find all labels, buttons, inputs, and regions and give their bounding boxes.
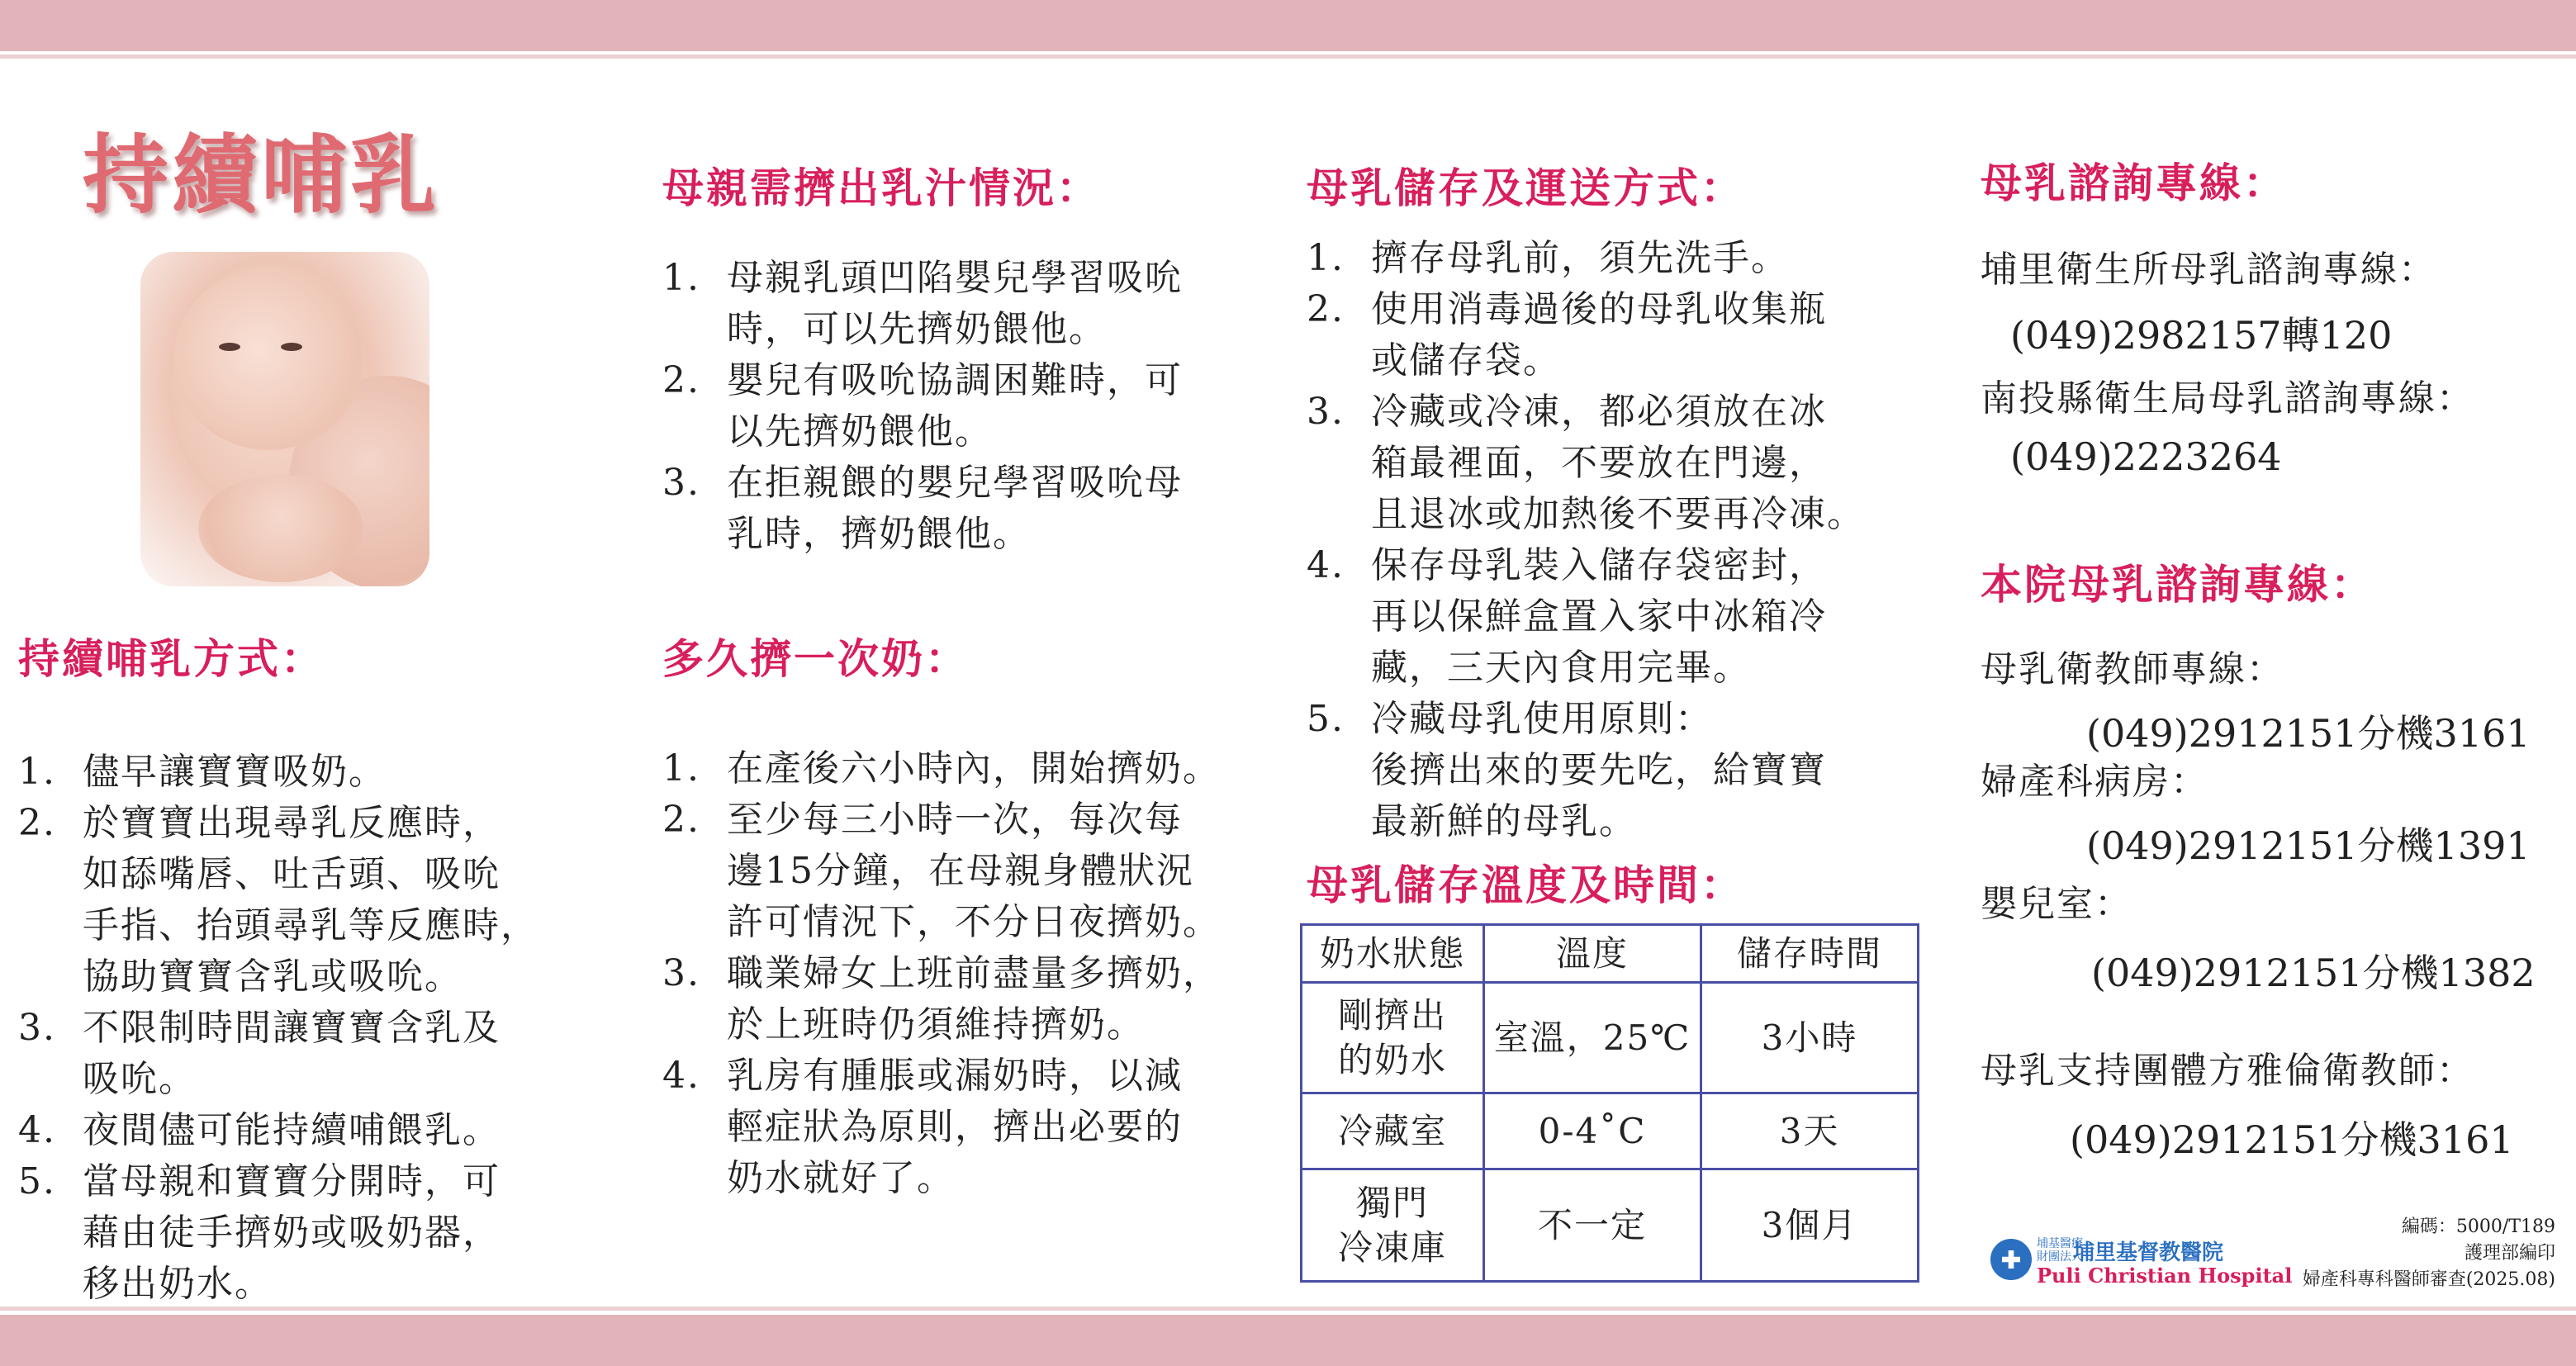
doc-code: 編碼：5000/T189 xyxy=(2401,1217,2555,1237)
list-item xyxy=(1307,284,1934,387)
list-item xyxy=(1307,387,1934,540)
list-item xyxy=(662,743,1290,794)
hospital-logo-icon xyxy=(1990,1239,2032,1280)
list-item xyxy=(18,798,596,1003)
list-item-line: 邊15分鐘，在母親身體狀況 xyxy=(727,850,1194,892)
list-item-number: 2. xyxy=(18,802,56,844)
list-item-line: 冷藏或冷凍，都必須放在冰 xyxy=(1371,391,1827,433)
list-item-number: 1. xyxy=(1307,237,1345,279)
list-item-line: 冷藏母乳使用原則： xyxy=(1371,698,1713,740)
list-item-line: 且退冰或加熱後不要再冷凍。 xyxy=(1371,493,1865,535)
list-item xyxy=(662,1051,1290,1204)
col4-heading-2: 本院母乳諮詢專線： xyxy=(1981,560,2374,609)
hospital-name-en: Puli Christian Hospital xyxy=(2037,1264,2293,1288)
table-header: 儲存時間 xyxy=(1701,925,1919,983)
table-cell: 3個月 xyxy=(1701,1169,1919,1282)
baby-breastfeeding-photo xyxy=(140,252,429,586)
list-item-number: 2. xyxy=(1307,288,1345,330)
list-item xyxy=(1307,694,1934,847)
phone-support: (049)2912151分機3161 xyxy=(2070,1117,2514,1162)
list-item-number: 5. xyxy=(18,1160,56,1202)
list-item-line: 使用消毒過後的母乳收集瓶 xyxy=(1371,288,1827,330)
list-item-line: 再以保鮮盒置入家中冰箱冷 xyxy=(1371,595,1827,638)
top-band-line xyxy=(0,55,2576,59)
bottom-band xyxy=(0,1315,2576,1366)
list-item-line: 時，可以先擠奶餵他。 xyxy=(727,308,1107,350)
list-item-number: 1. xyxy=(662,747,700,790)
list-item xyxy=(662,794,1290,948)
list-item xyxy=(18,1105,596,1156)
list-item-line: 於寶寶出現尋乳反應時， xyxy=(83,802,500,844)
list-item-number: 3. xyxy=(18,1007,56,1049)
storage-table xyxy=(1300,923,1919,1283)
hospital-tag: 埔基醫療 財團法人 xyxy=(2037,1237,2083,1264)
list-item xyxy=(662,458,1290,560)
list-item-line: 移出奶水。 xyxy=(83,1263,273,1305)
consult-line-nantou: 南投縣衛生局母乳諮詢專線： xyxy=(1981,377,2474,420)
col3-list xyxy=(1307,233,1934,847)
table-cell: 室溫，25℃ xyxy=(1484,983,1701,1093)
page-title: 持續哺乳 xyxy=(83,125,440,225)
list-item-number: 3. xyxy=(662,462,700,504)
list-item xyxy=(18,747,596,798)
phone-puli: (049)2982157轉120 xyxy=(2010,313,2393,358)
list-item-line: 在產後六小時內，開始擠奶。 xyxy=(727,747,1221,790)
consult-line-educator: 母乳衛教師專線： xyxy=(1981,648,2284,690)
table-cell: 0-4˚C xyxy=(1484,1093,1701,1169)
table-header: 奶水狀態 xyxy=(1302,925,1484,983)
phone-educator: (049)2912151分機3161 xyxy=(2086,711,2531,756)
list-item-number: 4. xyxy=(1307,544,1345,586)
list-item-line: 夜間儘可能持續哺餵乳。 xyxy=(83,1109,500,1151)
list-item-line: 藉由徒手擠奶或吸奶器， xyxy=(83,1212,500,1254)
list-item-line: 箱最裡面，不要放在門邊， xyxy=(1371,442,1827,484)
phone-ward: (049)2912151分機1391 xyxy=(2086,823,2531,868)
list-item-line: 如舔嘴唇、吐舌頭、吸吮 xyxy=(83,853,500,895)
table-cell: 冷藏室 xyxy=(1302,1093,1484,1169)
list-item-number: 3. xyxy=(1307,391,1345,433)
list-item-line: 職業婦女上班前盡量多擠奶， xyxy=(727,952,1221,994)
col3-heading-2: 母乳儲存溫度及時間： xyxy=(1307,861,1744,909)
phone-nantou: (049)2223264 xyxy=(2010,434,2282,479)
list-item xyxy=(18,1156,596,1310)
table-cell: 3小時 xyxy=(1701,983,1919,1093)
col1-list xyxy=(18,747,596,1310)
hospital-name-zh: 埔里基督教醫院 xyxy=(2073,1240,2224,1265)
col4-heading-1: 母乳諮詢專線： xyxy=(1981,159,2287,207)
list-item-line: 嬰兒有吸吮協調困難時，可 xyxy=(727,359,1183,401)
list-item-line: 至少每三小時一次，每次每 xyxy=(727,799,1183,841)
list-item-line: 於上班時仍須維持擠奶。 xyxy=(727,1003,1145,1046)
list-item-line: 手指、抬頭尋乳等反應時， xyxy=(83,904,538,946)
list-item-number: 2. xyxy=(662,799,700,841)
list-item-line: 輕症狀為原則，擠出必要的 xyxy=(727,1106,1183,1148)
consult-line-nursery: 嬰兒室： xyxy=(1981,883,2132,925)
list-item xyxy=(662,355,1290,458)
list-item-number: 1. xyxy=(662,257,700,299)
list-item-number: 5. xyxy=(1307,698,1345,740)
list-item-line: 當母親和寶寶分開時，可 xyxy=(83,1160,500,1202)
top-band xyxy=(0,0,2576,51)
doc-dept: 護理部編印 xyxy=(2464,1243,2555,1264)
list-item-line: 最新鮮的母乳。 xyxy=(1371,800,1637,842)
list-item-line: 奶水就好了。 xyxy=(727,1157,955,1199)
list-item-line: 藏，三天內食用完畢。 xyxy=(1371,647,1751,689)
col2-heading-2: 多久擠一次奶： xyxy=(662,634,969,683)
list-item xyxy=(18,1003,596,1105)
list-item-number: 3. xyxy=(662,952,700,994)
list-item-line: 後擠出來的要先吃，給寶寶 xyxy=(1371,749,1827,791)
list-item-line: 協助寶寶含乳或吸吮。 xyxy=(83,956,463,998)
consult-line-ward: 婦產科病房： xyxy=(1981,761,2208,803)
consult-line-puli: 埔里衛生所母乳諮詢專線： xyxy=(1981,249,2436,291)
table-cell: 3天 xyxy=(1701,1093,1919,1169)
list-item xyxy=(662,253,1290,355)
list-item-line: 不限制時間讓寶寶含乳及 xyxy=(83,1007,500,1049)
col2-list-2 xyxy=(662,743,1290,1204)
list-item-number: 4. xyxy=(18,1109,56,1151)
list-item-line: 乳時，擠奶餵他。 xyxy=(727,513,1031,555)
list-item-line: 以先擠奶餵他。 xyxy=(727,410,993,453)
col2-list-1 xyxy=(662,253,1290,560)
col3-heading-1: 母乳儲存及運送方式： xyxy=(1307,164,1744,212)
phone-nursery: (049)2912151分機1382 xyxy=(2091,951,2536,995)
list-item-line: 在拒親餵的嬰兒學習吸吮母 xyxy=(727,462,1183,504)
list-item xyxy=(662,948,1290,1051)
list-item-line: 乳房有腫脹或漏奶時，以減 xyxy=(727,1055,1183,1097)
doc-review: 婦產科專科醫師審查(2025.08) xyxy=(2302,1269,2555,1290)
list-item xyxy=(1307,233,1934,284)
table-cell: 獨門 冷凍庫 xyxy=(1302,1169,1484,1282)
list-item-number: 2. xyxy=(662,359,700,401)
list-item-number: 1. xyxy=(18,751,56,793)
table-cell: 不一定 xyxy=(1484,1169,1701,1282)
list-item-line: 許可情況下，不分日夜擠奶。 xyxy=(727,901,1221,943)
list-item-line: 儘早讓寶寶吸奶。 xyxy=(83,751,387,793)
list-item-line: 保存母乳裝入儲存袋密封， xyxy=(1371,544,1827,586)
list-item-line: 擠存母乳前，須先洗手。 xyxy=(1371,237,1789,279)
table-header: 溫度 xyxy=(1484,925,1701,983)
consult-line-support: 母乳支持團體方雅倫衛教師： xyxy=(1981,1050,2474,1092)
list-item xyxy=(1307,540,1934,694)
col2-heading-1: 母親需擠出乳汁情況： xyxy=(662,164,1100,212)
bottom-band-line xyxy=(0,1307,2576,1311)
list-item-number: 4. xyxy=(662,1055,700,1097)
col1-heading: 持續哺乳方式： xyxy=(18,634,325,683)
table-cell: 剛擠出 的奶水 xyxy=(1302,983,1484,1093)
list-item-line: 或儲存袋。 xyxy=(1371,339,1561,382)
list-item-line: 吸吮。 xyxy=(83,1058,197,1100)
list-item-line: 母親乳頭凹陷嬰兒學習吸吮 xyxy=(727,257,1183,299)
